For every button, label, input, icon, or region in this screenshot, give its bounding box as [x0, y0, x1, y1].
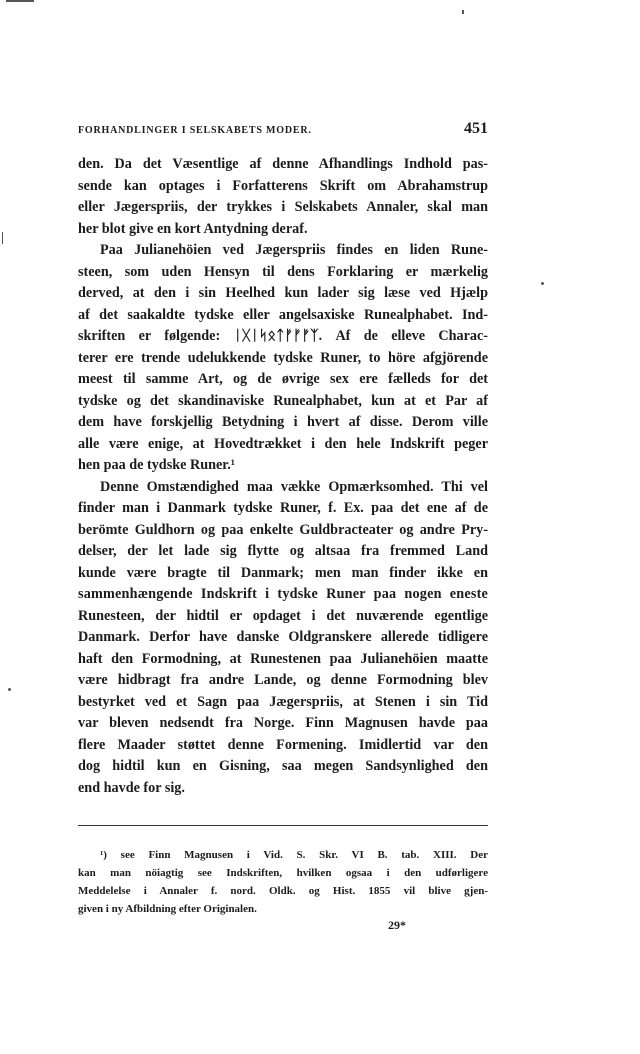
text-line: Danmark. Derfor have danske Oldgranskere allerede tidligere [78, 629, 488, 645]
text-line: tydske og det skandinaviske Runealphabet, kun at et Par af [78, 392, 488, 409]
text-line: hen paa de tydske Runer.¹ [78, 457, 236, 473]
scan-speck [462, 10, 464, 14]
text-line: den. Da det Væsentlige af denne Afhandlings Indhold pas- [78, 156, 488, 172]
footnote-line: Meddelelse i Annaler f. nord. Oldk. og Hist. 1855 vil blive gjen- [78, 885, 488, 897]
text-line: Runesteen, der hidtil er opdaget i det nuværende egentlige [78, 607, 488, 624]
text-line: meest til samme Art, og de øvrige sex ere fælleds for det [78, 371, 488, 387]
signature-mark: 29* [388, 918, 406, 932]
text-line: kunde være bragte til Danmark; men man finder ikke en [78, 564, 488, 581]
text-line: var bleven nedsendt fra Norge. Finn Magnusen havde paa [78, 715, 488, 731]
footnote-line: given i ny Afbildning efter Originalen. [78, 903, 257, 915]
text-line: haft den Formodning, at Runestenen paa Julianehöien maatte [78, 650, 488, 667]
text-line: sende kan optages i Forfatterens Skrift om Abrahamstrup [78, 177, 488, 194]
text-line: flere Maader støttet denne Formening. Imidlertid var den [78, 736, 488, 753]
text-line: end havde for sig. [78, 779, 185, 796]
text-line: dem have forskjellig Betydning i hvert af disse. Derom ville [78, 414, 488, 430]
body-text [78, 154, 488, 799]
text-line: være hidbragt fra andre Lande, og denne Formodning blev [78, 672, 488, 688]
text-line: dog hidtil kun en Gisning, saa megen Sandsynlighed den [78, 758, 488, 774]
text-line: berömte Guldhorn og paa enkelte Guldbracteater og andre Pry- [78, 521, 488, 538]
page-number: 451 [464, 120, 488, 137]
text-line: alle være enige, at Hovedtrækket i den hele Indskrift peger [78, 435, 488, 452]
text-line: af det saakaldte tydske eller angelsaxiske Runealphabet. Ind- [78, 306, 488, 323]
text-line: bestyrket ved et Sagn paa Jægerspriis, at Stenen i sin Tid [78, 693, 488, 710]
footnote-line: kan man nöiagtig see Indskriften, hvilken ogsaa i den udførligere [78, 867, 488, 879]
scan-speck [2, 232, 3, 244]
text-line: derved, at den i sin Heelhed kun lader sig læse ved Hjælp [78, 285, 488, 301]
text-line: her blot give en kort Antydning deraf. [78, 220, 308, 237]
footnote-divider [78, 825, 488, 826]
text-line: skriften er følgende: ᛁᚷᛁᛋᛟᛏᚠᚠᚠᛉ. Af de elleve Charac- [78, 328, 488, 344]
scan-speck [6, 0, 34, 2]
footnote-line: ¹) see Finn Magnusen i Vid. S. Skr. VI B. tab. XIII. Der [100, 849, 488, 861]
text-line: delser, der let lade sig flytte og altsaa fra fremmed Land [78, 543, 488, 559]
text-line: Denne Omstændighed maa vække Opmærksomhed. Thi vel [100, 478, 488, 495]
text-line: finder man i Danmark tydske Runer, f. Ex. paa det ene af de [78, 500, 488, 516]
scan-speck [541, 282, 544, 285]
text-line: steen, som uden Hensyn til dens Forklaring er mærkelig [78, 263, 488, 280]
footnotes [78, 846, 488, 918]
page-header [78, 120, 488, 138]
text-line: sammenhængende Indskrift i tydske Runer paa nogen eneste [78, 586, 488, 602]
scan-speck [8, 688, 11, 691]
text-line: eller Jægerspriis, der trykkes i Selskabets Annaler, skal man [78, 199, 488, 215]
text-line: terer ere trende udelukkende tydske Runer, to höre afgjörende [78, 349, 488, 366]
text-line: Paa Julianehöien ved Jægerspriis findes en liden Rune- [100, 242, 488, 258]
running-head: FORHANDLINGER I SELSKABETS MODER. [78, 125, 312, 136]
